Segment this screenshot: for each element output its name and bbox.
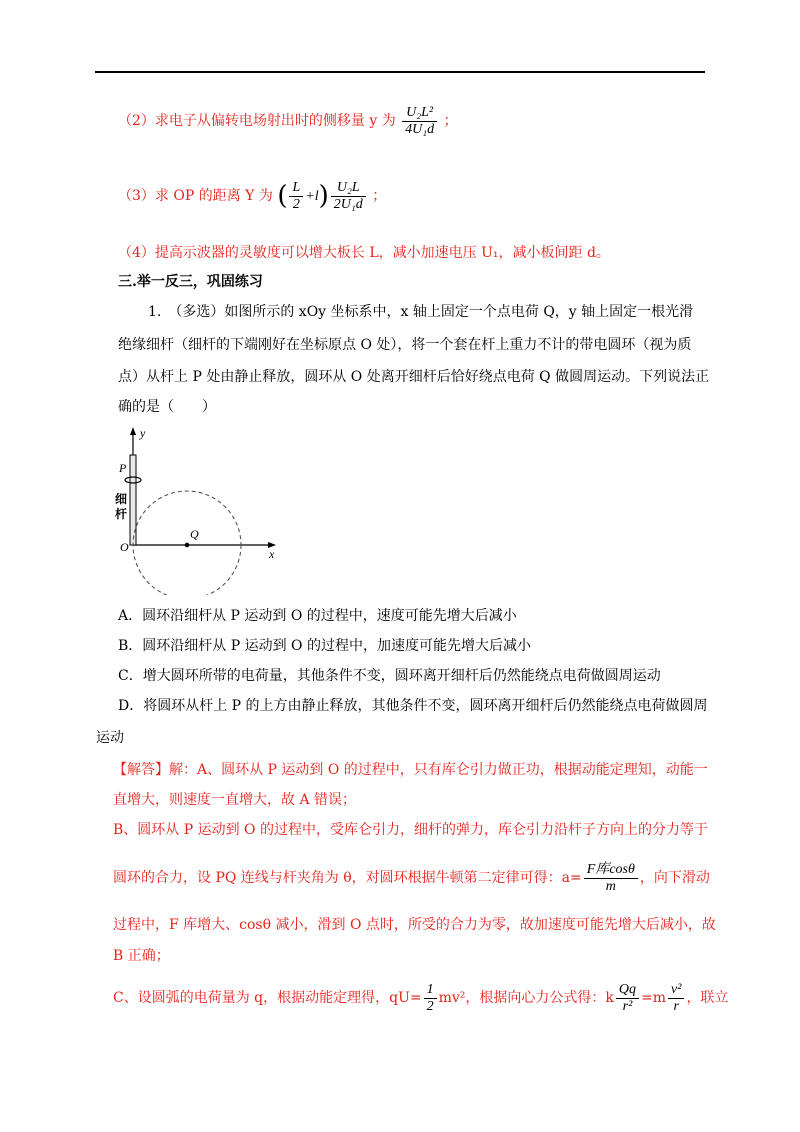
question-line-3: 点）从杆上 P 处由静止释放，圆环从 O 处离开细杆后恰好绕点电荷 Q 做圆周运动。下列说法正 [118, 369, 710, 385]
solution-line-2: 直增大，则速度一直增大，故 A 错误； [113, 792, 357, 808]
fraction-denominator: 2 [424, 998, 437, 1015]
answer-3-fraction [331, 180, 366, 213]
fraction-numerator: Qq [618, 981, 637, 997]
half-fraction [424, 982, 437, 1015]
rod-label-1: 细 [115, 492, 128, 506]
plus-l: +l [305, 189, 319, 204]
fraction-numerator: U₂L² [406, 104, 434, 120]
q-label: Q [190, 527, 199, 541]
solution-line-5: 过程中，F 库增大、cosθ 减小，滑到 O 点时，所受的合力为零，故加速度可能先增大后减小，故 [113, 917, 716, 933]
acceleration-fraction [584, 862, 638, 895]
solution-line-7-equals: =m [641, 990, 667, 1006]
option-b: B．圆环沿细杆从 P 运动到 O 的过程中，加速度可能先增大后减小 [118, 638, 531, 654]
solution-line-7-suffix: ，联立 [686, 990, 729, 1006]
p-label: P [119, 461, 127, 475]
solution-line-4 [113, 858, 710, 898]
paren-fraction [289, 180, 303, 213]
solution-line-1: 【解答】解：A、圆环从 P 运动到 O 的过程中，只有库仑引力做正功，根据动能定理知，动能一 [113, 762, 708, 778]
solution-line-7 [113, 978, 728, 1018]
header-rule [95, 71, 705, 73]
fraction-numerator: 1 [426, 981, 434, 997]
fraction-numerator: L [292, 179, 301, 195]
fraction-denominator: 2 [289, 196, 303, 213]
answer-2-suffix: ； [443, 113, 458, 129]
fraction-denominator: 2U₁d [331, 196, 366, 213]
answer-3-suffix: ； [372, 188, 387, 204]
solution-line-4-text: 圆环的合力，设 PQ 连线与杆夹角为 θ，对圆环根据牛顿第二定律可得：a= [113, 870, 582, 886]
solution-line-7-text: C、设圆弧的电荷量为 q，根据动能定理得，qU= [113, 990, 422, 1006]
centripetal-fraction [668, 982, 684, 1015]
answer-2 [118, 103, 458, 139]
question-line-4: 确的是（ ） [118, 399, 216, 415]
answer-4: （4）提高示波器的灵敏度可以增大板长 L，减小加速电压 U₁，减小板间距 d。 [118, 245, 610, 261]
coordinate-figure [110, 425, 290, 595]
charge-q-dot [185, 543, 190, 548]
solution-line-4-suffix: ，向下滑动 [639, 870, 710, 886]
fraction-numerator: U₂L [336, 179, 360, 195]
answer-2-fraction [402, 105, 437, 138]
option-a: A．圆环沿细杆从 P 运动到 O 的过程中，速度可能先增大后减小 [118, 608, 517, 624]
solution-line-7-mid: mv²，根据向心力公式得：k [438, 990, 614, 1006]
fraction-denominator: r [668, 998, 684, 1015]
rod-label-2: 杆 [115, 507, 128, 521]
fraction-numerator: F库cosθ [586, 861, 635, 877]
y-axis-arrow [130, 427, 136, 435]
option-d-line-2: 运动 [96, 730, 124, 746]
solution-line-3: B、圆环从 P 运动到 O 的过程中，受库仑引力，细杆的弹力，库仑引力沿杆子方向上的分力等于 [113, 822, 708, 838]
origin-label: O [120, 540, 129, 554]
x-label: x [269, 547, 275, 561]
fraction-denominator: 4U₁d [402, 121, 437, 138]
answer-2-text: （2）求电子从偏转电场射出时的侧移量 y 为 [118, 113, 396, 129]
fraction-denominator: r² [616, 998, 639, 1015]
answer-3 [118, 178, 386, 215]
coulomb-fraction [616, 982, 639, 1015]
option-c: C．增大圆环所带的电荷量，其他条件不变，圆环离开细杆后仍然能绕点电荷做圆周运动 [118, 668, 661, 684]
y-label: y [140, 426, 146, 440]
question-line-2: 绝缘细杆（细杆的下端刚好在坐标原点 O 处），将一个套在杆上重力不计的带电圆环（视为质 [118, 337, 692, 353]
fraction-denominator: m [584, 878, 638, 895]
answer-3-expression: ( $\frac{L}{2}$ +l) $\frac{\text{U₂L}}{\text{2U₁d}}$ [277, 188, 372, 204]
solution-line-6: B 正确； [113, 948, 170, 964]
question-line-1: 1. （多选）如图所示的 xOy 坐标系中，x 轴上固定一个点电荷 Q，y 轴上固定一根光滑 [148, 304, 694, 320]
section-title: 三.举一反三，巩固练习 [118, 274, 263, 290]
fraction-numerator: v² [671, 981, 682, 997]
answer-3-text: （3）求 OP 的距离 Y 为 [118, 188, 273, 204]
option-d-line-1: D．将圆环从杆上 P 的上方由静止释放，其他条件不变，圆环离开细杆后仍然能绕点电荷做圆周 [118, 698, 708, 714]
